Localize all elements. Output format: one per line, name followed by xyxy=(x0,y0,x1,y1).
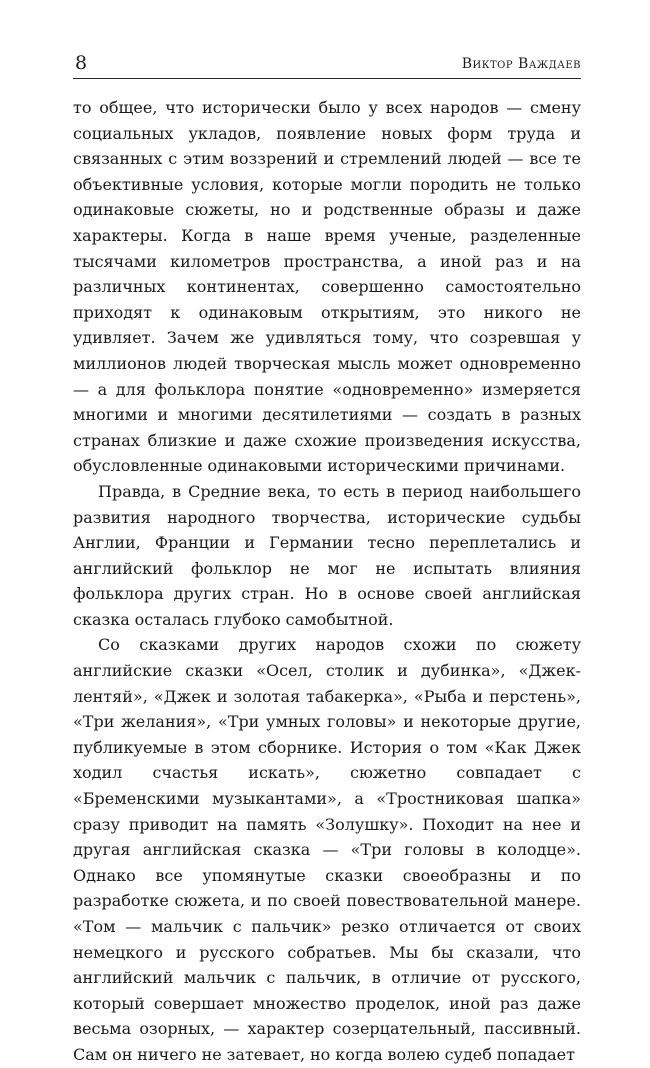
header-rule xyxy=(73,78,581,79)
paragraph: Правда, в Средние века, то есть в период наибольшего развития народного творчества, исторические судьбы Англии, Франции и Германии тесно переплетались и английский фольклор не мог не испытать влияния фольклора других стран. Но в основе своей английская сказка осталась глубоко самобытной. xyxy=(73,481,581,629)
body-text xyxy=(73,95,581,1068)
page-number: 8 xyxy=(75,52,88,74)
paragraph: Со сказками других народов схожи по сюжету английские сказки «Осел, столик и дубинка», «Джек-лентяй», «Джек и золотая табакерка», «Рыба и перстень», «Три желания», «Три умных головы» и некоторые другие, публикуемые в этом сборнике. История о том «Как Джек ходил счастья искать», сюжетно совпадает с «Бременскими музыкантами», а «Тростниковая шапка» сразу приводит на память «Золушку». Походит на нее и другая английская сказка — «Три головы в колодце». Однако все упомянутые сказки своеобразны и по разработке сюжета, и по своей повествовательной манере. «Том — мальчик с пальчик» резко отличается от своих немецкого и русского собратьев. Мы бы сказали, что английский мальчик с пальчик, в отличие от русского, который совершает множество проделок, иной раз даже весьма озорных, — характер созерцательный, пассивный. Сам он ничего не затевает, но когда волею судеб попадает xyxy=(73,635,581,1064)
running-head xyxy=(73,48,581,78)
running-title-author: Виктор Важдаев xyxy=(461,56,581,72)
book-page xyxy=(73,48,581,1068)
paragraph: то общее, что исторически было у всех народов — смену социальных укладов, появление новых форм труда и связанных с этим воззрений и стремлений людей — все те объективные условия, которые могли породить не только одинаковые сюжеты, но и родственные образы и даже характеры. Когда в наше время ученые, разделенные тысячами километров пространства, а иной раз и на различных континентах, совершенно самостоятельно приходят к одинаковым открытиям, это никого не удивляет. Зачем же удивляться тому, что созревшая у миллионов людей творческая мысль может одновременно — а для фольклора понятие «одновременно» измеряется многими и многими десятилетиями — создать в разных странах близкие и даже схожие произведения искусства, обусловленные одинаковыми историческими причинами. xyxy=(73,98,581,476)
